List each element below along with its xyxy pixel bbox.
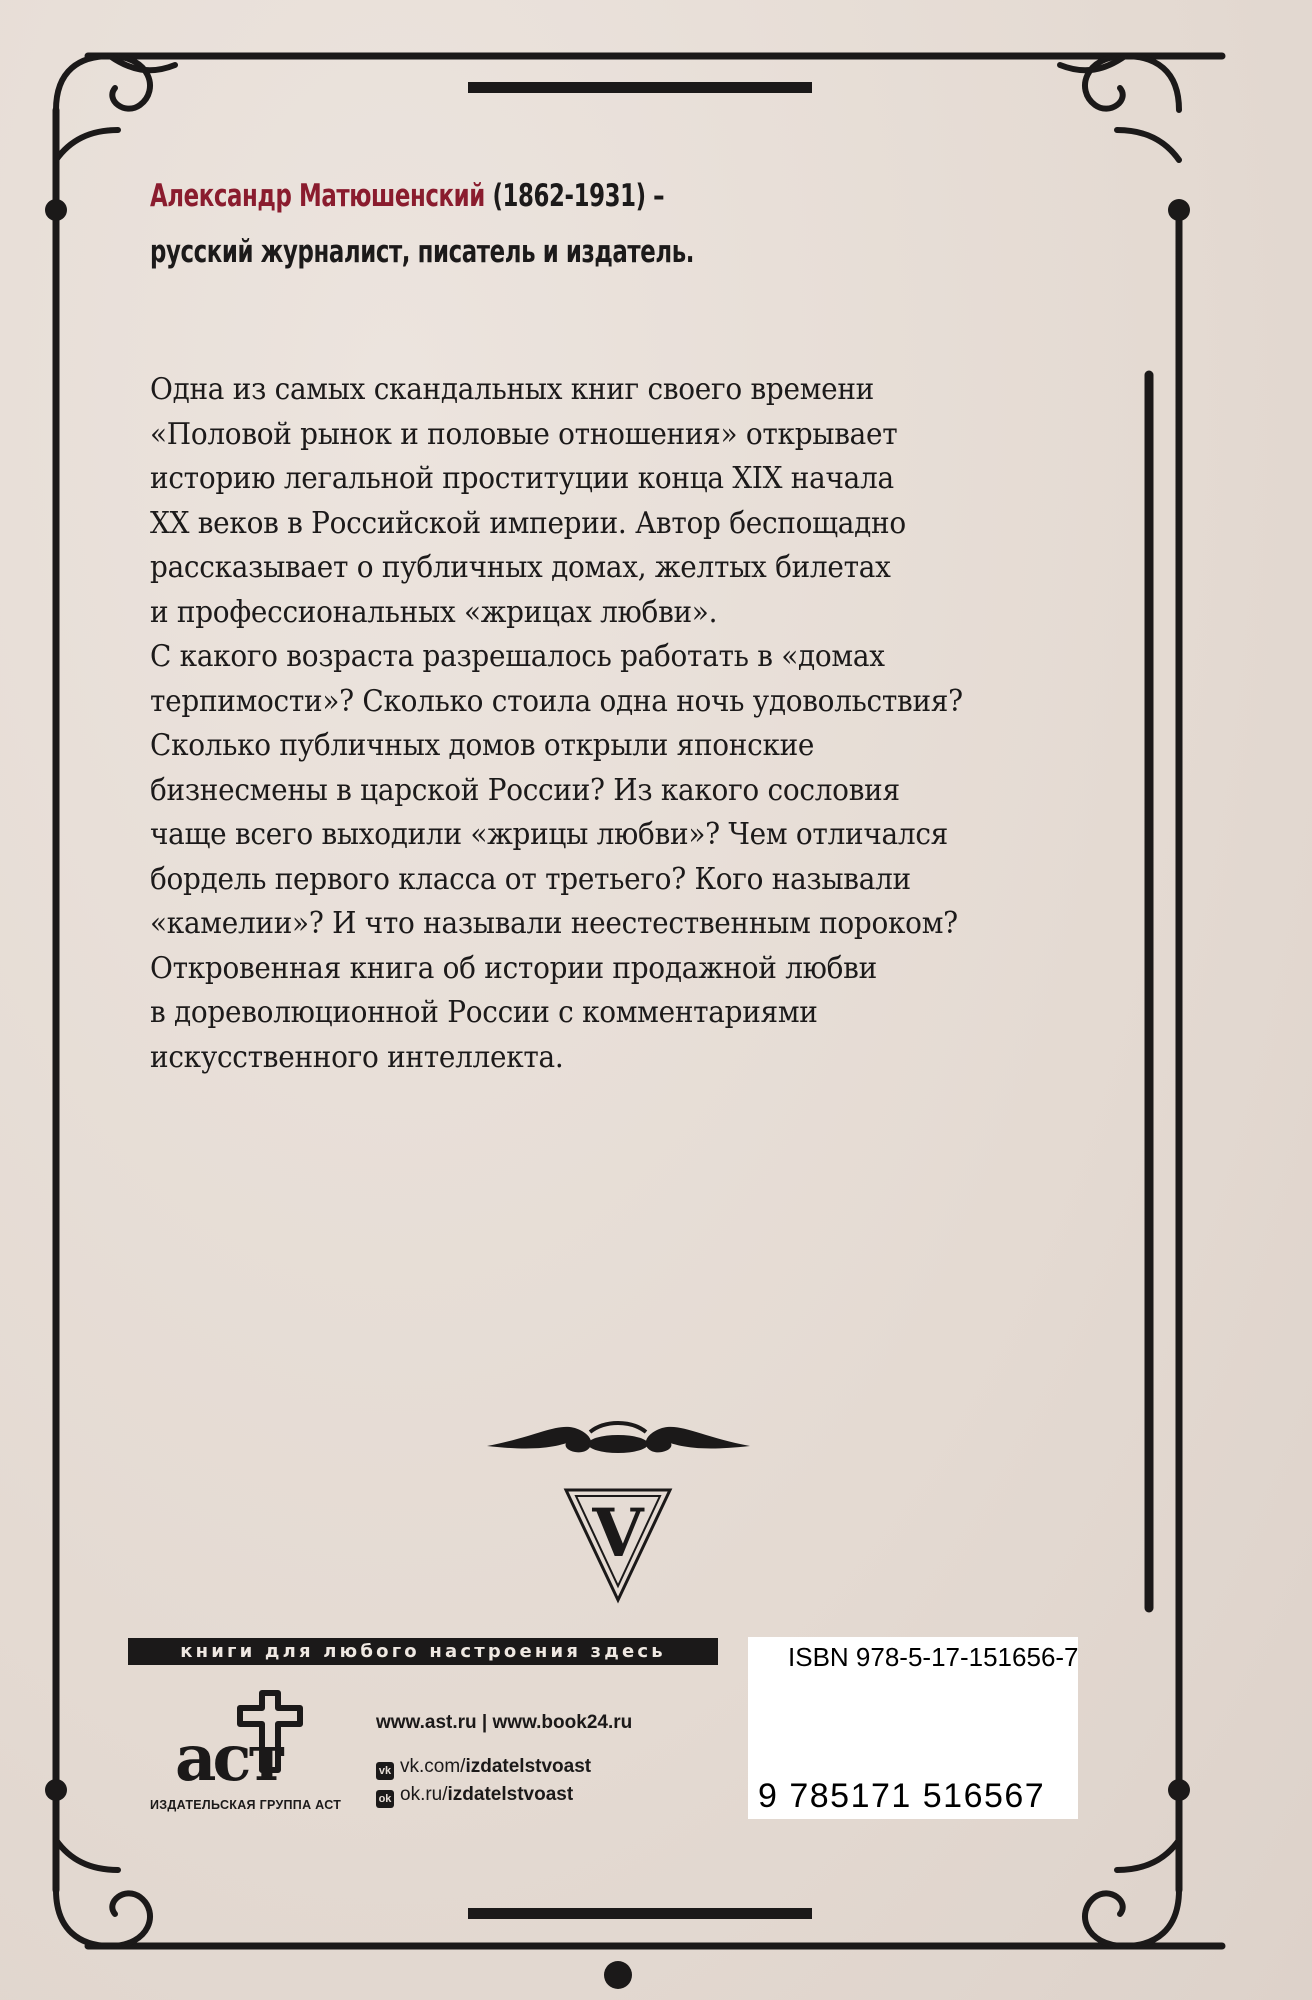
description-line: историю легальной проституции конца XIX начала	[150, 461, 894, 496]
vk-icon: vk	[376, 1762, 394, 1780]
description-line: и профессиональных «жрицах любви».	[150, 594, 718, 630]
ast-logo-text: аст	[175, 1721, 284, 1796]
description-line: Откровенная книга об истории продажной любви	[150, 950, 877, 986]
isbn-label: ISBN 978-5-17-151656-7	[788, 1642, 1079, 1672]
author-name: Александр Матюшенский	[150, 178, 485, 214]
vk-handle: izdatelstvoast	[465, 1756, 592, 1777]
description-line: бизнесмены в царской России? Из какого сословия	[150, 772, 900, 808]
center-ornament	[487, 1423, 750, 1453]
description-line: бордель первого класса от третьего? Кого называли	[150, 861, 911, 897]
emblem-letter: V	[592, 1494, 644, 1572]
ok-icon: ok	[376, 1790, 394, 1808]
vk-link[interactable]	[376, 1756, 591, 1780]
description-line: Одна из самых скандальных книг своего времени	[150, 372, 874, 407]
description-line: «камелии»? И что называли неестественным пороком?	[150, 906, 958, 941]
ok-link[interactable]	[376, 1784, 573, 1808]
author-years: (1862-1931) –	[492, 178, 665, 214]
description-line: чаще всего выходили «жрицы любви»? Чем отличался	[150, 817, 948, 852]
ast-logo-icon	[175, 1693, 300, 1796]
vk-prefix: vk.com/	[400, 1756, 466, 1777]
websites-link[interactable]: www.ast.ru | www.book24.ru	[376, 1712, 633, 1733]
description-line: «Половой рынок и половые отношения» открывает	[150, 416, 898, 452]
description-line: Сколько публичных домов открыли японские	[150, 728, 815, 763]
description-line: искусственного интеллекта.	[150, 1039, 564, 1075]
v-emblem	[566, 1490, 670, 1600]
ok-prefix: ok.ru/	[400, 1784, 448, 1805]
author-heading	[150, 168, 888, 224]
description-line: терпимости»? Сколько стоила одна ночь удовольствия?	[150, 683, 963, 719]
description-line: XX веков в Российской империи. Автор беспощадно	[150, 505, 906, 541]
description-line: С какого возраста разрешалось работать в «домах	[150, 639, 885, 674]
slogan-banner: книги для любого настроения здесь	[128, 1638, 718, 1665]
top-accent-bar	[468, 82, 812, 93]
book-description	[150, 368, 1070, 1080]
description-line: рассказывает о публичных домах, желтых билетах	[150, 550, 891, 585]
author-block	[150, 168, 888, 280]
barcode-panel	[748, 1637, 1078, 1819]
author-description: русский журналист, писатель и издатель.	[150, 234, 695, 270]
barcode-number: 9 785171 516567	[758, 1777, 1046, 1815]
bottom-accent-bar	[468, 1908, 812, 1919]
publisher-name: ИЗДАТЕЛЬСКАЯ ГРУППА АСТ	[150, 1798, 342, 1812]
ok-handle: izdatelstvoast	[447, 1784, 574, 1805]
description-line: в дореволюционной России с комментариями	[150, 995, 818, 1030]
